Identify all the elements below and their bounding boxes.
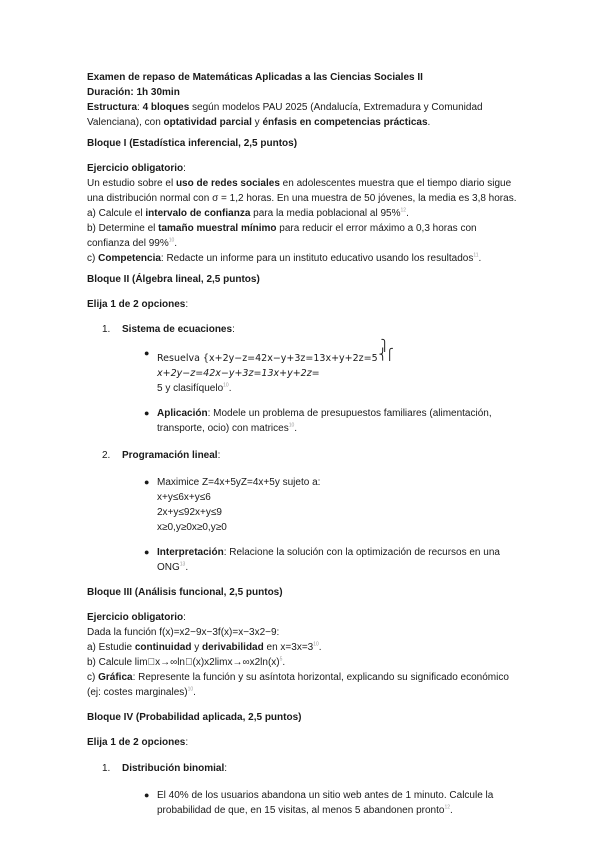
bold-run: continuidad — [134, 642, 192, 653]
bold-run: Aplicación — [157, 408, 208, 419]
block1-part-b — [87, 221, 517, 251]
text-run: y — [191, 642, 203, 653]
list-number: 1. — [102, 324, 111, 335]
brace-glyph: ⎨ — [378, 348, 387, 361]
list-item — [87, 545, 517, 575]
bold-run: Elija 1 de 2 opciones — [87, 737, 186, 748]
text-run: : — [183, 612, 186, 623]
text-run: c) — [87, 672, 99, 683]
text-run: . — [450, 805, 453, 816]
text-run: . — [478, 253, 482, 264]
text-run: para reducir el error máximo a 0,3 horas con confianza del 99% — [87, 223, 477, 249]
duration-value: : 1h 30min — [130, 87, 180, 98]
duration-label: Duración — [87, 87, 131, 98]
block1-subheading — [87, 161, 517, 176]
text-run: 5 y clasifíquelo — [157, 383, 224, 394]
constraint-line: x≥0,y≥0x≥0,y≥0 — [157, 522, 227, 533]
text-run: : Represente la función y su asíntota horizontal, explicando su significado económico (ej: costes marginales) — [87, 672, 509, 698]
text-run: c) — [87, 253, 99, 264]
text-run: : — [185, 737, 189, 748]
block3-part-c — [87, 670, 517, 700]
citation-ref[interactable]: 13 — [179, 561, 186, 568]
text-run: Un estudio sobre el — [87, 178, 176, 189]
citation-ref[interactable]: 12 — [444, 804, 450, 811]
structure-paragraph — [87, 100, 517, 130]
block3-function: Dada la función f(x)=x2−9x−3f(x)=x−3x2−9: — [87, 627, 280, 638]
brace-glyph: ⎧ — [385, 348, 394, 361]
text-run: a) Estudie — [87, 642, 135, 653]
block3-heading: Bloque III (Análisis funcional, 2,5 puntos) — [87, 587, 283, 598]
bold-run: Elija 1 de 2 opciones — [87, 299, 186, 310]
text-run: : — [183, 163, 186, 174]
math-run: Resuelva {x+2y−z=42x−y+3z=13x+y+2z=5 — [157, 353, 378, 364]
option-label: Distribución binomial — [122, 763, 225, 774]
document-page — [87, 70, 517, 818]
list-item — [87, 406, 517, 436]
block4-heading: Bloque IV (Probabilidad aplicada, 2,5 puntos) — [87, 712, 302, 723]
text-run: . — [193, 687, 196, 698]
block3-part-b — [87, 655, 517, 670]
text-run: en adolescentes muestra que el tiempo diario sigue una distribución normal con σ = 1,2 horas. En una muestra de 50 jóvenes, la media es 3,8 horas. — [87, 178, 517, 204]
bullet-icon: ● — [144, 408, 150, 418]
constraint-line: x+y≤6x+y≤6 — [157, 492, 211, 503]
block2-option-2 — [87, 448, 517, 463]
text-run: . — [174, 238, 178, 249]
block2-heading: Bloque II (Álgebra lineal, 2,5 puntos) — [87, 274, 260, 285]
text-run: : Redacte un informe para un instituto educativo usando los resultados — [160, 253, 474, 264]
text-run: . — [282, 657, 286, 668]
bullet-icon: ● — [144, 547, 150, 557]
bold-run: optatividad parcial — [163, 117, 252, 128]
block4-choose-line — [87, 735, 517, 750]
text-run: . — [427, 117, 431, 128]
bold-run: tamaño muestral mínimo — [158, 223, 277, 234]
text-run: : — [232, 324, 235, 335]
text-run: para la media poblacional al 95% — [250, 208, 401, 219]
brace-glyph: ⎫ — [380, 339, 389, 352]
citation-ref[interactable]: 10 — [313, 641, 319, 648]
block3-subheading — [87, 610, 517, 625]
objective-line: Maximice Z=4x+5yZ=4x+5y sujeto a: — [157, 477, 321, 488]
list-item — [87, 788, 517, 818]
list-number: 2. — [102, 450, 111, 461]
bold-run: Competencia — [98, 253, 161, 264]
text-run: El 40% de los usuarios abandona un sitio web antes de 1 minuto. Calcule la probabilidad de que, en 15 visitas, al menos 5 abandonen pronto — [157, 790, 494, 816]
citation-ref[interactable]: 10 — [187, 686, 194, 693]
duration-line — [87, 85, 517, 100]
text-run: b) Calcule lim x→∞ln (x)x2limx→∞x2ln(x) — [87, 657, 280, 668]
text-run: a) Calcule el — [87, 208, 146, 219]
bold-run: intervalo de confianza — [145, 208, 251, 219]
math-run: x+2y−z=42x−y+3z=13x+y+2z= — [157, 368, 320, 379]
text-run: . — [406, 208, 409, 219]
structure-label: Estructura — [87, 102, 138, 113]
block1-intro — [87, 176, 517, 206]
text-run: : — [137, 102, 143, 113]
list-number: 1. — [102, 763, 111, 774]
bold-run: Ejercicio obligatorio — [87, 612, 184, 623]
option-label: Sistema de ecuaciones — [122, 324, 233, 335]
block2-option-1 — [87, 322, 517, 337]
text-run: . — [294, 423, 298, 434]
text-run: b) Determine el — [87, 223, 159, 234]
text-run: según modelos PAU 2025 (Andalucía, Extremadura y Comunidad Valenciana), con — [87, 102, 483, 128]
bullet-icon: ● — [144, 790, 150, 800]
block3-part-a — [87, 640, 517, 655]
block2-choose-line — [87, 297, 517, 312]
citation-ref[interactable]: 10 — [168, 237, 175, 244]
text-run: . — [228, 383, 232, 394]
text-run: en x=3x=3 — [263, 642, 314, 653]
citation-ref[interactable]: 5 — [279, 656, 283, 663]
citation-ref[interactable]: 10 — [223, 382, 229, 389]
text-run: . — [185, 562, 189, 573]
constraint-line: 2x+y≤92x+y≤9 — [157, 507, 222, 518]
bold-run: énfasis en competencias prácticas — [262, 117, 428, 128]
text-run: : — [224, 763, 228, 774]
bullet-icon: ● — [144, 348, 150, 358]
block1-heading: Bloque I (Estadística inferencial, 2,5 puntos) — [87, 138, 298, 149]
text-run: y — [251, 117, 263, 128]
text-run: : — [185, 299, 189, 310]
bold-run: Gráfica — [98, 672, 133, 683]
bold-run: derivabilidad — [202, 642, 264, 653]
bold-run: Ejercicio obligatorio — [87, 163, 184, 174]
text-run: : Modele un problema de presupuestos familiares (alimentación, transporte, ocio) con matrices — [157, 408, 492, 434]
option-label: Programación lineal — [122, 450, 218, 461]
equation-line-2 — [157, 381, 517, 396]
block4-option-1 — [87, 761, 517, 776]
bullet-icon: ● — [144, 477, 150, 487]
text-run: : Relacione la solución con la optimización de recursos en una ONG — [157, 547, 500, 573]
brace-icon — [378, 339, 394, 361]
list-item — [87, 475, 517, 535]
text-run: . — [318, 642, 322, 653]
block1-part-c — [87, 251, 517, 266]
block1-part-a — [87, 206, 517, 221]
document-title: Examen de repaso de Matemáticas Aplicadas a las Ciencias Sociales II — [87, 72, 423, 83]
citation-ref[interactable]: 11 — [473, 252, 479, 259]
citation-ref[interactable]: 12 — [400, 207, 407, 214]
equation-line — [157, 339, 517, 381]
bold-run: Interpretación — [157, 547, 224, 558]
text-run: : — [217, 450, 221, 461]
citation-ref[interactable]: 10 — [288, 422, 295, 429]
list-item — [87, 339, 517, 396]
bold-run: 4 bloques — [142, 102, 190, 113]
bold-run: uso de redes sociales — [175, 178, 280, 189]
